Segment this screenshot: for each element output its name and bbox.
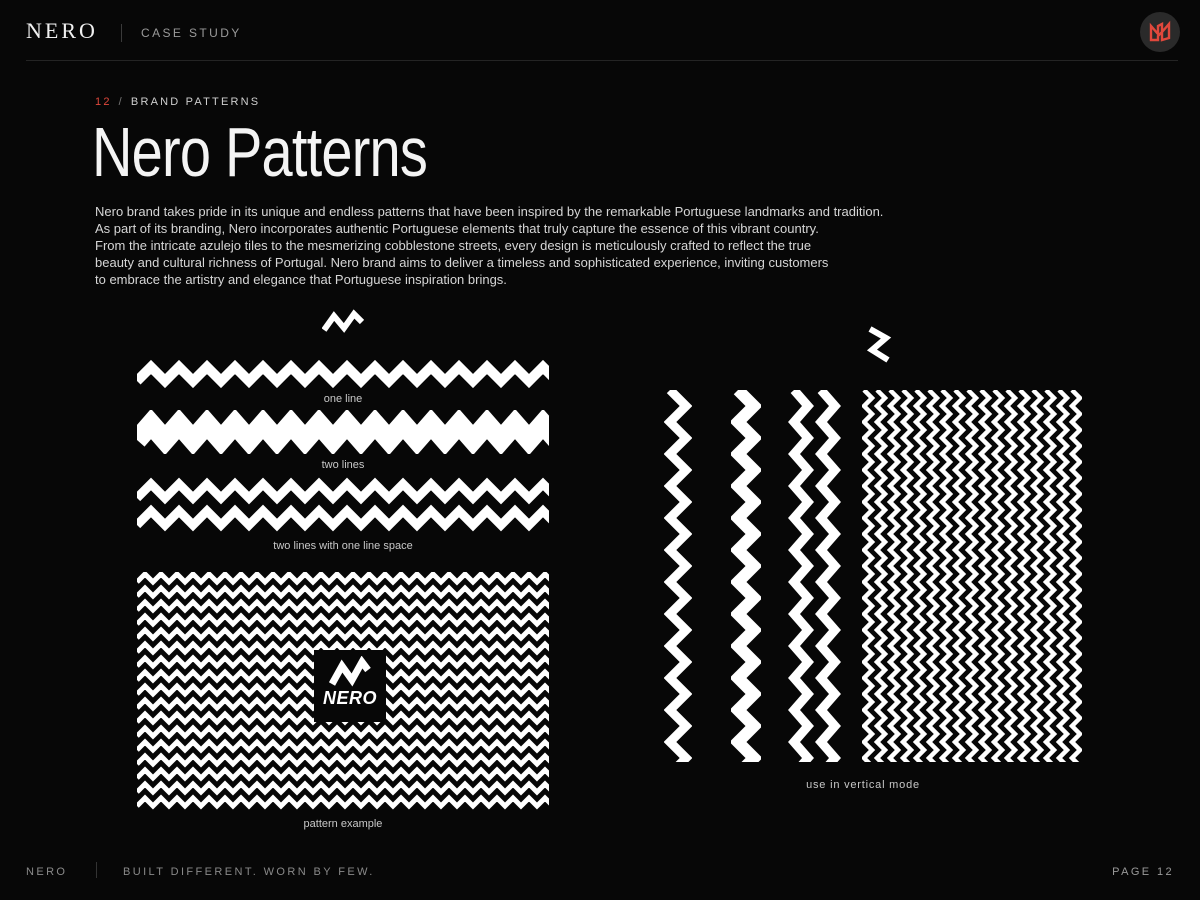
nero-logo-tile [314,650,386,722]
footer-page-number: PAGE 12 [1112,866,1174,878]
footer-tagline: BUILT DIFFERENT. WORN BY FEW. [123,866,375,878]
caption-pattern-example: pattern example [303,818,383,830]
nero-mark-icon [328,656,372,688]
section-label [95,96,260,108]
header [0,0,1200,62]
pattern-two-lines [137,410,549,454]
section-name: BRAND PATTERNS [130,96,261,108]
pattern-vertical-one-line [664,390,692,762]
pattern-one-line [137,358,549,390]
nero-logo-icon[interactable] [1140,12,1180,52]
footer-brand: NERO [26,866,68,878]
pattern-two-lines-space [137,476,549,534]
caption-vertical-mode: use in vertical mode [806,779,920,791]
nero-logo-word: NERO [322,688,377,708]
intro-line: Nero brand takes pride in its unique and endless patterns that have been inspired by the remarkable Portuguese landmarks and tradition. [95,204,884,219]
caption-two-lines: two lines [321,459,365,471]
section-number: 12 [95,96,112,108]
section-slash: / [118,96,124,108]
footer-divider [96,862,97,878]
intro-paragraph [95,203,884,288]
zigzag-motif-icon [322,308,364,334]
header-divider [121,24,122,42]
intro-line: As part of its branding, Nero incorporates authentic Portuguese elements that truly capture the essence of this vibrant country. [95,221,819,236]
caption-two-lines-space: two lines with one line space [273,540,413,552]
intro-line: From the intricate azulejo tiles to the mesmerizing cobblestone streets, every design is meticulously crafted to reflect the true [95,238,812,253]
caption-one-line: one line [323,393,363,405]
brand-wordmark[interactable]: NERO [26,18,98,43]
pattern-vertical-two-lines [731,390,761,762]
intro-line: to embrace the artistry and elegance that Portuguese inspiration brings. [95,272,507,287]
header-rule [26,60,1178,61]
intro-line: beauty and cultural richness of Portugal. Nero brand aims to deliver a timeless and sophisticated experience, inviting customers [95,255,829,270]
pattern-vertical-example [862,390,1082,762]
zigzag-vertical-motif-icon [866,326,894,366]
page-title: Nero Patterns [92,113,428,191]
header-subtitle: CASE STUDY [141,26,242,40]
pattern-vertical-two-lines-space [788,390,842,762]
